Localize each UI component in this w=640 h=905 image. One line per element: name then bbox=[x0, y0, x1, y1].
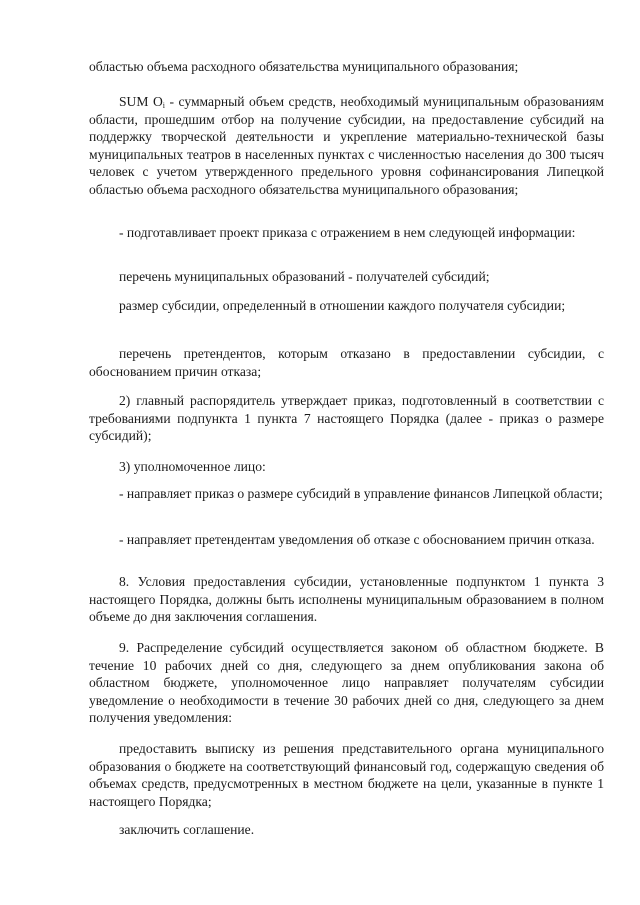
sum-symbol: SUM O bbox=[119, 94, 163, 109]
paragraph-list-municipalities: перечень муниципальных образований - получателей субсидий; bbox=[119, 269, 490, 284]
sum-subscript: i bbox=[162, 101, 165, 110]
paragraph-item-9: 9. Распределение субсидий осуществляется законом об областном бюджете. В течение 10 рабочих дней со дня, следующего за днем опубликования закона об областном бюджете, уполномоченное лицо направляет получателям субсидии уведомление о необходимости в течение 30 рабочих дней со дня, следующего за днем получения уведомления: bbox=[89, 640, 604, 726]
paragraph-refused-applicants: перечень претендентов, которым отказано в предоставлении субсидии, с обоснованием причин отказа; bbox=[89, 346, 604, 379]
paragraph-subsidy-size: размер субсидии, определенный в отношении каждого получателя субсидии; bbox=[119, 298, 566, 313]
paragraph-send-order: - направляет приказ о размере субсидий в управление финансов Липецкой области; bbox=[119, 486, 603, 501]
paragraph-prepare-order: - подготавливает проект приказа с отражением в нем следующей информации: bbox=[119, 225, 576, 240]
paragraph-send-refusals: - направляет претендентам уведомления об отказе с обоснованием причин отказа. bbox=[119, 532, 595, 547]
paragraph-approve-order: 2) главный распорядитель утверждает приказ, подготовленный в соответствии с требованиями подпункта 1 пункта 7 настоящего Порядка (далее - приказ о размере субсидий); bbox=[89, 393, 604, 444]
paragraph-authorized-person: 3) уполномоченное лицо: bbox=[119, 459, 266, 474]
sum-description: - суммарный объем средств, необходимый муниципальным образованиям области, прошедшим отбор на получение субсидии, на предоставление субсидий на поддержку творческой деятельности и укрепление материально-технической базы муниципальных театров в населенных пунктах с численностью населения до 300 тысяч человек с учетом утвержденного предельного уровня софинансирования Липецкой областью объема расходного обязательства муниципального образования; bbox=[89, 94, 604, 197]
paragraph-conclude-agreement: заключить соглашение. bbox=[119, 822, 255, 837]
paragraph-continuation: областью объема расходного обязательства муниципального образования; bbox=[89, 59, 519, 74]
paragraph-provide-extract: предоставить выписку из решения представительного органа муниципального образования о бюджете на соответствующий финансовый год, содержащую сведения об объемах средств, предусмотренных в местном бюджете на цели, указанные в пункте 1 настоящего Порядка; bbox=[89, 741, 604, 809]
paragraph-item-8: 8. Условия предоставления субсидии, установленные подпунктом 1 пункта 3 настоящего Порядка, должны быть исполнены муниципальным образованием в полном объеме до дня заключения соглашения. bbox=[89, 574, 604, 625]
paragraph-sum-definition bbox=[89, 93, 604, 199]
